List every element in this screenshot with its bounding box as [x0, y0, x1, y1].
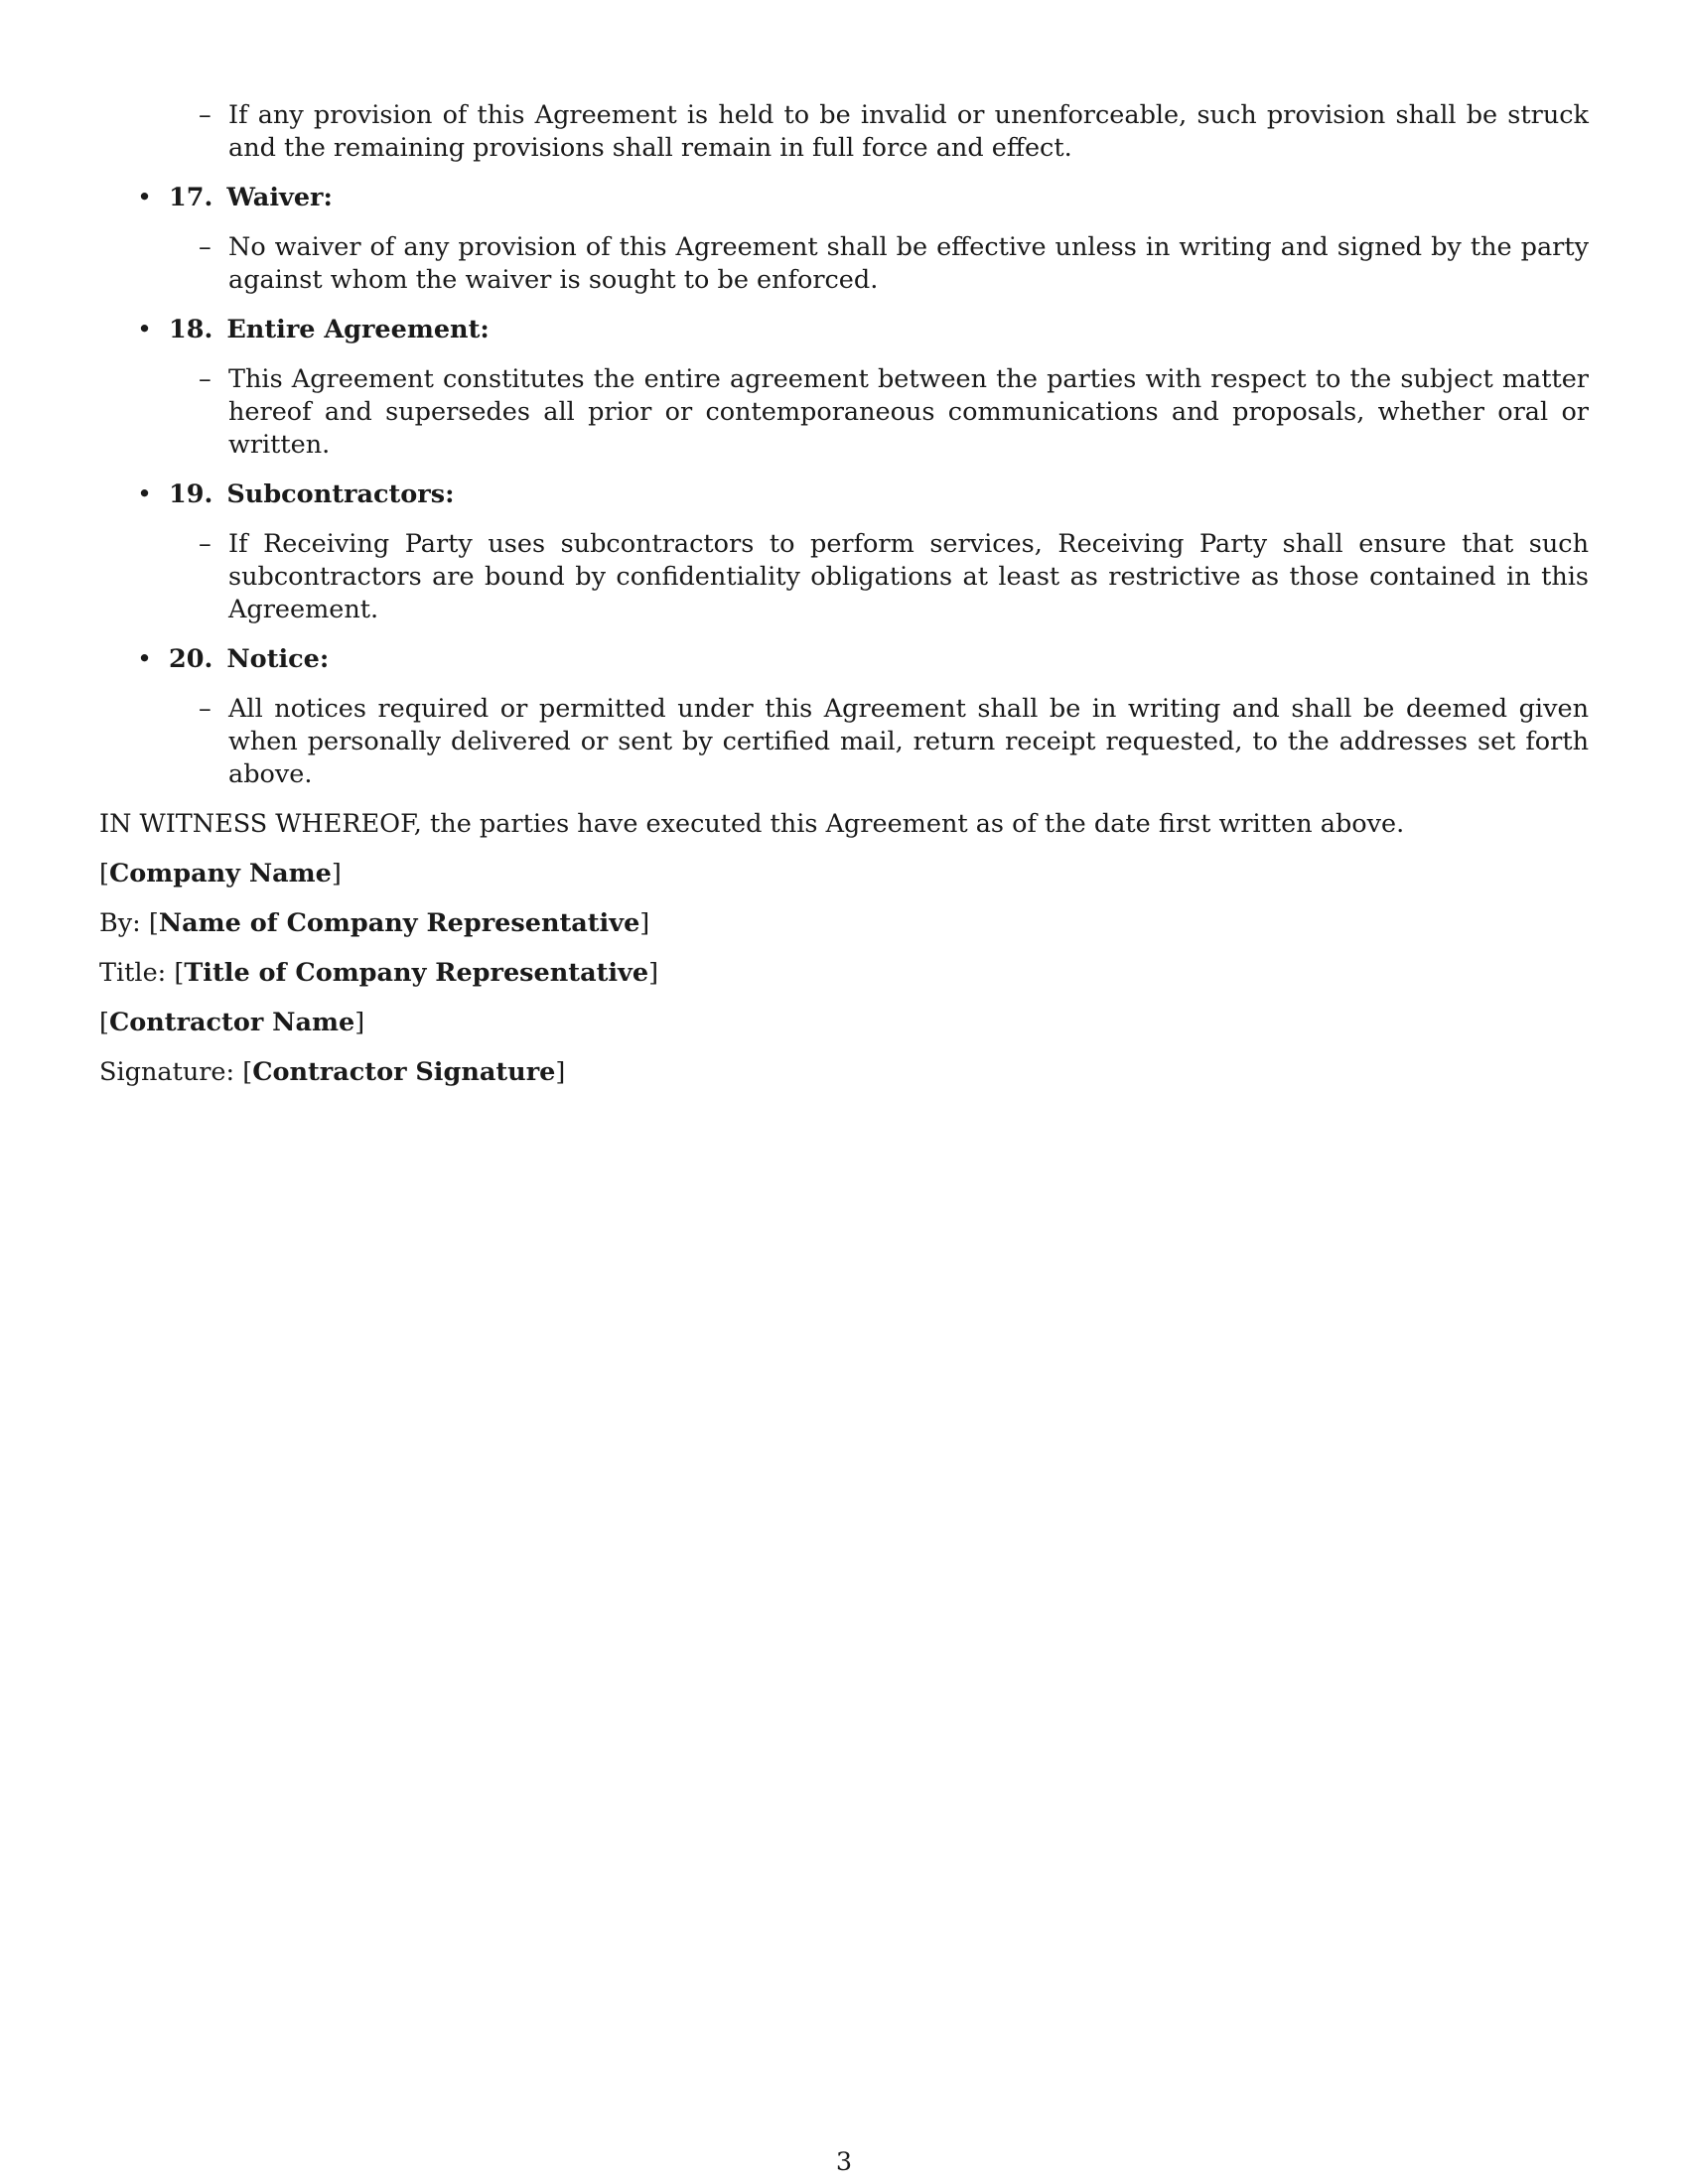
contractor-name-line: [Contractor Name]: [99, 1008, 365, 1037]
clause-16-body: If any provision of this Agreement is held to be invalid or unenforceable, such provision shall be struck and the remaining provisions shall remain in full force and effect.: [228, 100, 1589, 163]
clause-16-text: [99, 99, 1589, 165]
page-number: 3: [835, 2147, 853, 2177]
clause-19-number: 19.: [169, 479, 213, 509]
dash-marker: –: [199, 232, 211, 262]
bullet-marker: •: [137, 315, 153, 344]
clause-20-body: All notices required or permitted under this Agreement shall be in writing and shall be deemed given when personally delivered or sent by certified mail, return receipt requested, to the addresses set forth above.: [228, 694, 1589, 789]
clause-19-heading: [99, 478, 1589, 511]
clause-17-heading: [99, 182, 1589, 214]
clause-20-number: 20.: [169, 644, 213, 674]
clause-19-body: If Receiving Party uses subcontractors to perform services, Receiving Party shall ensure that such subcontractors are bound by confidentiality obligations at least as restrictive as those contained in this Agreement.: [228, 529, 1589, 624]
company-name-line: [Company Name]: [99, 859, 342, 888]
by-label: By:: [99, 908, 141, 938]
clause-19-title: Subcontractors:: [226, 479, 455, 509]
witness-statement: IN WITNESS WHEREOF, the parties have executed this Agreement as of the date first written above.: [99, 809, 1405, 839]
clause-17-body: No waiver of any provision of this Agreement shall be effective unless in writing and signed by the party against whom the waiver is sought to be enforced.: [228, 232, 1589, 295]
clause-17-title: Waiver:: [226, 183, 333, 212]
clause-18-text: [99, 363, 1589, 462]
dash-marker: –: [199, 694, 211, 724]
dash-marker: –: [199, 529, 211, 559]
clause-18-number: 18.: [169, 315, 213, 344]
representative-title-placeholder: Title of Company Representative: [184, 958, 649, 988]
bullet-marker: •: [137, 644, 153, 674]
contractor-signature-placeholder: Contractor Signature: [252, 1057, 556, 1087]
contractor-signature-line: Signature: [Contractor Signature]: [99, 1057, 566, 1087]
document-page: [99, 99, 1589, 1106]
clause-20-text: [99, 693, 1589, 791]
clause-18-heading: [99, 314, 1589, 346]
clause-17-text: [99, 231, 1589, 297]
representative-name-line: By: [Name of Company Representative]: [99, 908, 650, 938]
clause-18-body: This Agreement constitutes the entire agreement between the parties with respect to the subject matter hereof and supersedes all prior or contemporaneous communications and proposals, whether oral or written.: [228, 364, 1589, 460]
clause-17-number: 17.: [169, 183, 213, 212]
title-label: Title:: [99, 958, 167, 988]
clause-20-heading: [99, 643, 1589, 676]
bullet-marker: •: [137, 479, 153, 509]
clause-20-title: Notice:: [226, 644, 330, 674]
dash-marker: –: [199, 100, 211, 130]
signature-label: Signature:: [99, 1057, 235, 1087]
representative-name-placeholder: Name of Company Representative: [158, 908, 640, 938]
dash-marker: –: [199, 364, 211, 394]
bullet-marker: •: [137, 183, 153, 212]
representative-title-line: Title: [Title of Company Representative]: [99, 958, 659, 988]
contractor-name-placeholder: Contractor Name: [108, 1008, 355, 1037]
company-name-placeholder: Company Name: [108, 859, 332, 888]
clause-18-title: Entire Agreement:: [226, 315, 490, 344]
clause-19-text: [99, 528, 1589, 626]
